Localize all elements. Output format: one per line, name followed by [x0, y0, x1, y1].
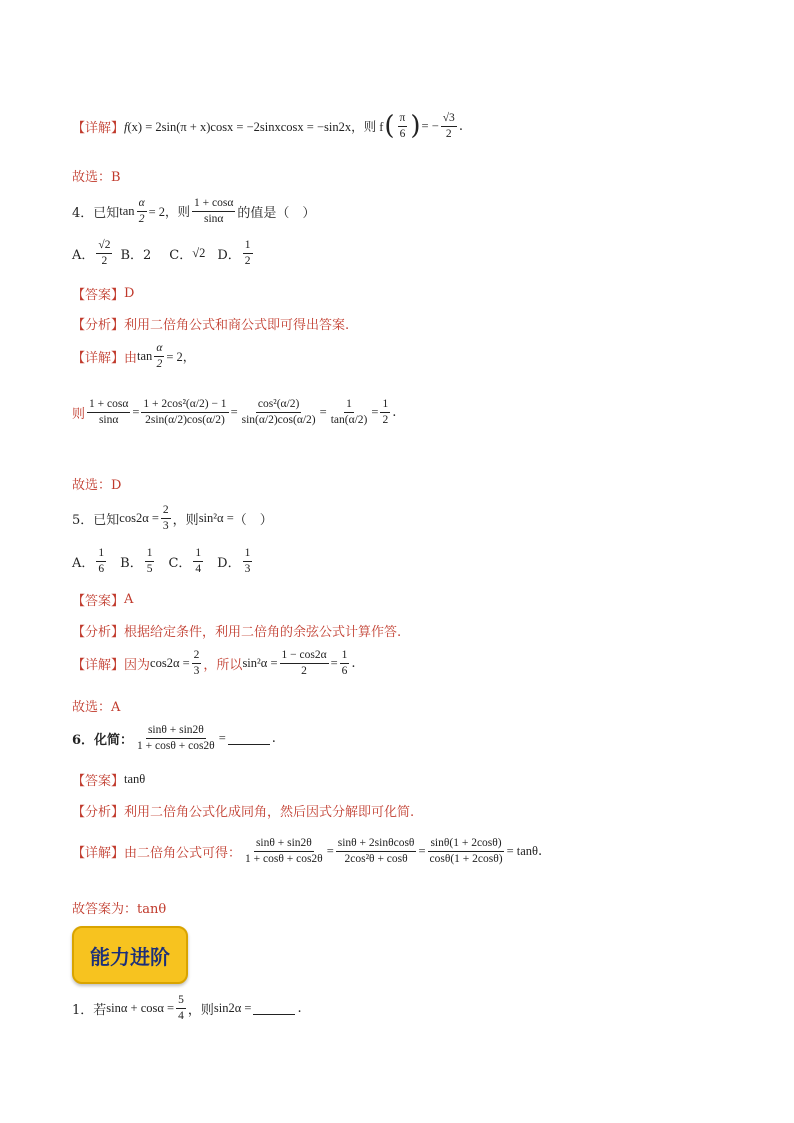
q5-options: A． $\frac{1}{6}$ B． $\frac{1}{5}$ C． $\frac{1}{4}$ D． $\frac{1}{3}$ — [72, 547, 251, 575]
q5-detail: 【详解】 因为 cos2α = $\frac{2}{3}$ ，所以 sin²α = $\frac{1 - \cos 2\alpha}{2}$ = $\frac{1}{6}$ . — [72, 649, 356, 677]
fraction: $\frac{2}{3}$ — [162, 504, 169, 532]
fraction: $\frac{√3}{2}$ — [442, 112, 455, 140]
option-d-fraction: $\frac{1}{3}$ — [244, 547, 251, 575]
fraction: $\frac{1}{6}$ — [341, 649, 348, 677]
fraction: $\frac{1 - \cos 2\alpha}{2}$ — [281, 649, 327, 677]
q4-options: A． $\frac{√2}{2}$ B．2 C． √2 D． $\frac{1}{2}$ — [72, 239, 251, 267]
q4-stem: 4．已知 tan $\frac{\alpha}{2}$ = 2，则 $\frac{1 + \cos\alpha}{\sin\alpha}$ 的值是（ ） — [72, 197, 316, 225]
option-a-fraction: $\frac{1}{6}$ — [98, 547, 105, 575]
q4-answer: 【答案】 D — [72, 286, 135, 303]
q6-detail: 【详解】 由二倍角公式可得： $\frac{\sin\theta + \sin 2\theta}{1 + \cos\theta + \cos 2\theta}$ = $\frac{\sin\theta + 2\sin\theta\cos\theta}{\text{2cos²θ + cosθ}}$ = $\frac{\sin\theta(1 + 2\cos\theta)}{\cos\theta(1 + 2\cos\theta)}$ = tanθ . — [72, 837, 543, 865]
fraction: $\frac{5}{4}$ — [178, 994, 184, 1022]
section-badge — [72, 926, 188, 984]
q5-answer: 【答案】 A — [72, 592, 134, 609]
q5-analysis: 【分析】 根据给定条件，利用二倍角的余弦公式计算作答. — [72, 625, 402, 640]
q3-detail-line: 【详解】 f(x) = 2sin(π + x)cosx = −2sinxcosx = −sin2x，则 f ( $\frac{\pi}{6}$ ) = − $\frac{√3}{2}$ . — [72, 111, 463, 142]
adv1-stem: 1．若 sinα + cosα = $\frac{5}{4}$ ，则 sin2α = . — [72, 994, 302, 1022]
q4-answer-line: 故选：D — [72, 478, 122, 493]
option-c-fraction: $\frac{1}{4}$ — [195, 547, 202, 575]
q4-detail-line1: 【详解】 由 tan $\frac{\alpha}{2}$ = 2， — [72, 342, 196, 370]
q6-stem: 6．化简： $\frac{\sin\theta + \sin 2\theta}{1 + \cos\theta + \cos 2\theta}$ = . — [72, 724, 276, 752]
answer-blank — [228, 732, 270, 745]
q6-answer-line: 故答案为：tanθ — [72, 902, 167, 917]
fraction: $\frac{\sin\theta + 2\sin\theta\cos\theta}{\text{2cos²θ + cosθ}}$ — [337, 837, 415, 865]
option-a-fraction: $\frac{√2}{2}$ — [98, 239, 111, 267]
q6-analysis: 【分析】 利用二倍角公式化成同角，然后因式分解即可化简. — [72, 805, 415, 820]
fraction: $\frac{1}{2}$ — [382, 398, 389, 426]
fraction: $\frac{\sin\theta(1 + 2\cos\theta)}{\cos\theta(1 + 2\cos\theta)}$ — [429, 837, 503, 865]
fraction: $\frac{\text{1 + 2cos²(α/2) − 1}}{2\sin(\alpha/2)\cos(\alpha/2)}$ — [143, 398, 227, 426]
detail-tag: 【详解】 — [72, 120, 125, 136]
fraction: $\frac{\alpha}{2}$ — [156, 342, 163, 370]
fraction: $\frac{\sin\theta + \sin 2\theta}{1 + \cos\theta + \cos 2\theta}$ — [137, 724, 215, 752]
fraction: $\frac{2}{3}$ — [193, 649, 200, 677]
fraction: $\frac{\pi}{6}$ — [399, 112, 406, 140]
q3-answer-line: 故选：B — [72, 170, 121, 185]
q6-answer: 【答案】 tanθ — [72, 772, 146, 789]
q5-stem: 5．已知 cos2α = $\frac{2}{3}$ ，则 sin²α = （ ） — [72, 504, 273, 532]
q4-analysis: 【分析】 利用二倍角公式和商公式即可得出答案. — [72, 318, 350, 333]
fraction: $\frac{1}{\tan(\alpha/2)}$ — [330, 398, 368, 426]
q3-detail-expression: f(x) = 2sin(π + x)cosx = −2sinxcosx = −sin2x，则 f — [124, 120, 384, 135]
q4-detail-chain: 则 $\frac{1 + \cos\alpha}{\sin\alpha}$ = $\frac{\text{1 + 2cos²(α/2) − 1}}{2\sin(\alpha/2)\cos(\alpha/2)}$ = $\frac{\text{cos²(α/2)}}{\sin(\alpha/2)\cos(\alpha/2)}$ = $\frac{1}{\tan(\alpha/2)}$ = $\frac{1}{2}$ . — [72, 398, 397, 426]
fraction: $\frac{1 + \cos\alpha}{\sin\alpha}$ — [194, 197, 234, 225]
fraction: $\frac{\alpha}{2}$ — [138, 197, 145, 225]
fraction: $\frac{\text{cos²(α/2)}}{\sin(\alpha/2)\cos(\alpha/2)}$ — [241, 398, 316, 426]
fraction: $\frac{\sin\theta + \sin 2\theta}{1 + \cos\theta + \cos 2\theta}$ — [245, 837, 323, 865]
section-badge-label: 能力进阶 — [90, 944, 170, 969]
fraction: $\frac{1 + \cos\alpha}{\sin\alpha}$ — [89, 398, 129, 426]
q5-answer-line: 故选：A — [72, 700, 121, 715]
answer-blank — [253, 1002, 295, 1015]
option-b-fraction: $\frac{1}{5}$ — [146, 547, 153, 575]
option-d-fraction: $\frac{1}{2}$ — [244, 239, 251, 267]
